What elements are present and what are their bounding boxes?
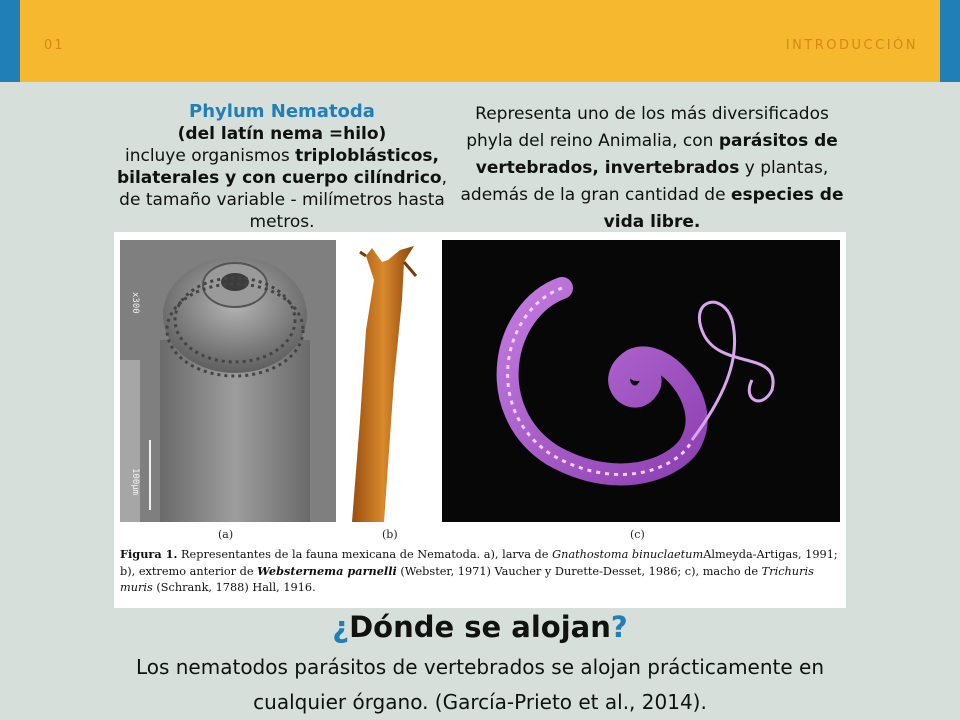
header-left-accent <box>0 0 20 82</box>
slide-number: 01 <box>44 38 65 53</box>
description-line-3: incluye organismos triploblásticos, <box>124 146 440 166</box>
figure-panel <box>114 232 846 608</box>
answer-text <box>100 650 860 720</box>
trichuris-muris-image <box>442 240 840 522</box>
description-line-6: metros. <box>249 212 315 232</box>
sem-micrograph-image <box>120 240 336 522</box>
scale-bar-label: 100μm <box>130 468 140 496</box>
phylum-description <box>112 101 452 233</box>
figure-caption: Figura 1. Representantes de la fauna mexicana de Nematoda. a), larva de Gnathostoma binuclaetumAlmeyda-Artigas, 1991; b), extremo anterior de Websternema parnelli (Webster, 1971) Vaucher y Durette-Desset, 1986; c), macho de Trichuris muris (Schrank, 1788) Hall, 1916. <box>120 547 838 594</box>
etymology: (del latín nema =hilo) <box>177 124 387 144</box>
diversity-description: Representa uno de los más diversificados phyla del reino Animalia, con parásitos de vertebrados, invertebrados y plantas, además de la gran cantidad de especies de vida libre. <box>460 104 844 232</box>
phylum-title: Phylum Nematoda <box>189 101 375 122</box>
section-question: ¿Dónde se alojan? <box>332 610 628 644</box>
answer-line-1: Los nematodos parásitos de vertebrados se alojan prácticamente en <box>135 655 825 679</box>
header-right-accent <box>940 0 960 82</box>
nematode-anterior-image <box>342 240 434 522</box>
figure-label-a: (a) <box>218 528 234 541</box>
figure-label-b: (b) <box>382 528 398 541</box>
description-line-4: bilaterales y con cuerpo cilíndrico, <box>116 168 448 188</box>
answer-line-2: cualquier órgano. (García-Prieto et al., 2014). <box>253 690 707 714</box>
section-title: INTRODUCCIÓN <box>785 38 918 53</box>
magnification-label: x300 <box>130 292 140 314</box>
description-line-5: de tamaño variable - milímetros hasta <box>119 190 445 210</box>
figure-label-c: (c) <box>630 528 645 541</box>
